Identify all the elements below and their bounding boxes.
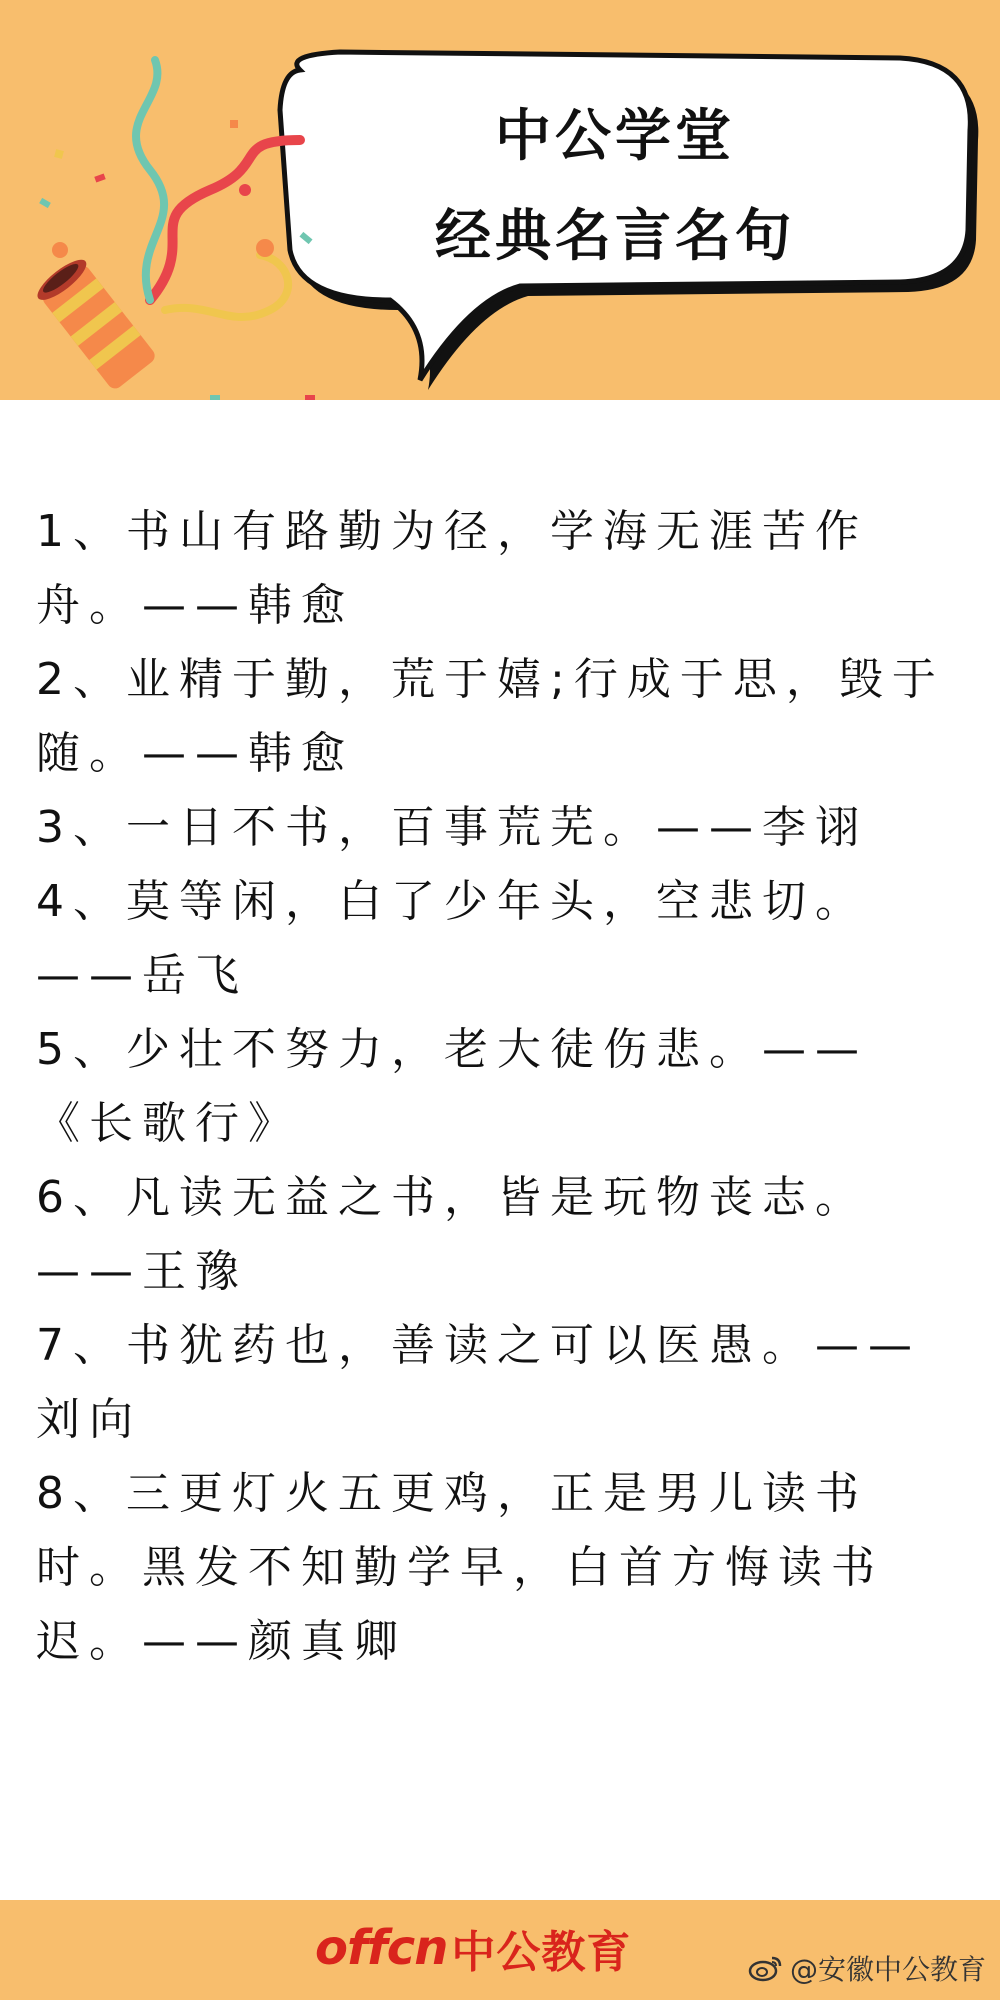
brand-logo-chinese: 中公教育 [451,1927,632,1978]
quote-item: 8、三更灯火五更鸡，正是男儿读书时。黑发不知勤学早，白首方悔读书迟。——颜真卿 [36,1468,884,1667]
header-banner [0,0,1000,400]
header-title: 中公学堂 [495,104,735,169]
quote-item: 4、莫等闲，白了少年头，空悲切。——岳飞 [36,876,868,1001]
quote-item: 2、业精于勤，荒于嬉;行成于思，毁于随。——韩愈 [36,654,945,779]
brand-logo [315,1918,631,1978]
quote-item: 1、书山有路勤为径，学海无涯苦作舟。——韩愈 [36,506,868,631]
weibo-icon [748,1953,784,1983]
quote-list [36,495,966,1679]
weibo-handle: @安徽中公教育 [789,1953,986,1986]
party-popper-icon [32,60,315,400]
quote-item: 3、一日不书，百事荒芜。——李诩 [36,802,868,853]
quote-item: 5、少壮不努力，老大徒伤悲。——《长歌行》 [36,1024,868,1149]
quote-item: 6、凡读无益之书，皆是玩物丧志。——王豫 [36,1172,868,1297]
footer-banner [0,1900,1000,2000]
quote-item: 7、书犹药也，善读之可以医愚。——刘向 [36,1320,921,1445]
header-subtitle: 经典名言名句 [435,204,795,269]
weibo-watermark [748,1948,986,1988]
brand-logo-latin: offcn [315,1920,448,1976]
